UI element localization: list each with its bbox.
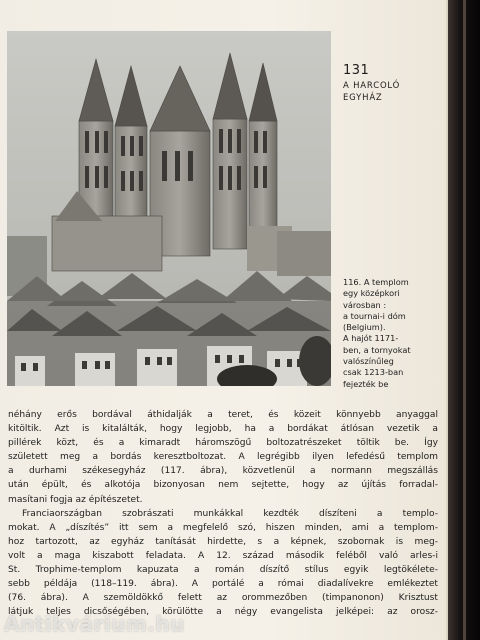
caption-line: csak 1213-ban: [343, 367, 404, 378]
text-line: pillérek közt, és a kimaradt háromszögű boltozatrészeket töltik be. Így: [8, 438, 438, 449]
caption-line: a tournai-i dóm: [343, 310, 406, 321]
text-line: sebb példája (118–119. ábra). A portálé a római diadalívekre emlékeztet: [8, 579, 438, 590]
text-line: után épült, és alkotója bizonyosan nem sejtette, hogy az újítás forradal-: [8, 480, 438, 491]
running-head: [343, 80, 438, 104]
caption-line: városban :: [343, 299, 387, 310]
text-line: kitöltik. Azt is kitalálták, hogy legjobb, ha a bordákat átlósan vezetik a: [8, 424, 438, 435]
caption-line: valószínűleg: [343, 356, 394, 367]
text-line: masítani fogja az építészetet.: [8, 494, 143, 505]
text-line: hoz tartozott, az egyház tanítását hirdette, s a képnek, szobornak is meg-: [8, 536, 438, 547]
running-head-line-2: EGYHÁZ: [343, 93, 383, 103]
text-line: St. Trophime-templom kapuzata a román díszítő stílus egyik legtökélete-: [8, 565, 438, 576]
text-line: látjuk teljes dicsőségében, körülötte a négy evangelista jelképei: az orosz-: [8, 607, 438, 618]
text-line: (76. ábra). A szemöldökkő felett az orommezőben (timpanonon) Krisztust: [8, 593, 438, 604]
caption-line: (Belgium).: [343, 322, 386, 333]
spine-highlight: [463, 0, 466, 640]
text-line: volt a maga kiszabott feladata. A 12. század második feléből való arles-i: [8, 550, 438, 561]
page-number: 131: [343, 63, 370, 78]
text-line: Franciaországban szobrászati munkákkal kezdték díszíteni a templo-: [22, 508, 438, 519]
cathedral-illustration: [7, 31, 331, 386]
cathedral-photograph: [7, 31, 331, 386]
text-line: mokat. A „díszítés” itt sem a megfelelő szó, hiszen minden, ami a templom-: [8, 522, 438, 533]
caption-line: A hajót 1171-: [343, 333, 399, 344]
watermark: Antikvárium.hu: [4, 612, 185, 636]
figure-caption: [343, 277, 443, 390]
text-line: néhány erős bordával áthidalják a teret, és közeit könnyebb anyaggal: [8, 410, 438, 420]
caption-line: fejezték be: [343, 378, 389, 389]
body-text: [8, 408, 438, 619]
text-line: a durhami székesegyház (117. ábra), közvetlenül a normann megszállás: [8, 466, 438, 477]
running-head-line-1: A HARCOLÓ: [343, 81, 401, 91]
caption-line: egy középkori: [343, 288, 400, 299]
caption-line: 116. A templom: [343, 277, 409, 287]
text-line: született meg a bordás keresztboltozat. A legrégibb ilyen lefedésű templom: [8, 452, 438, 463]
caption-line: ben, a tornyokat: [343, 344, 411, 355]
